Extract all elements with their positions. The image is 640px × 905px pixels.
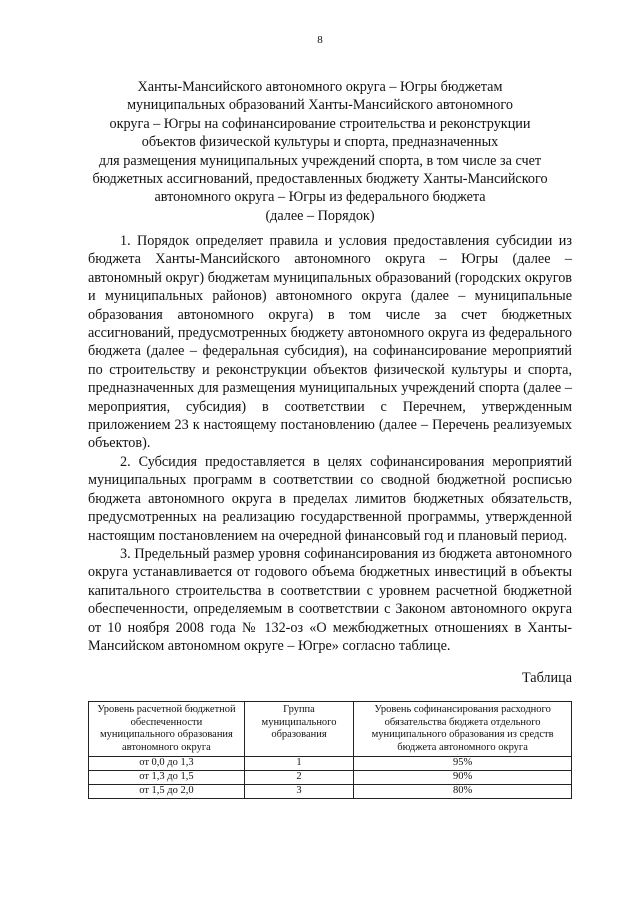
title-line: автономного округа – Югры из федерального бюджета <box>154 189 486 206</box>
table-cell: 1 <box>244 757 353 771</box>
table-row <box>89 771 572 785</box>
page-number: 8 <box>317 34 323 46</box>
table-header-cell: Группа муниципального образования <box>244 702 353 757</box>
paragraph-1: 1. Порядок определяет правила и условия предоставления субсидии из бюджета Ханты-Мансийского автономного округа – Югры (далее – автономный округ) бюджетам муниципальных образований (городских округов и муниципальных районов) автономного округа (далее – муниципальные образования автономного округа) в том числе за счет бюджетных ассигнований, предусмотренных бюджету автономного округа из федерального бюджета (далее – федеральная субсидия), на софинансирование мероприятий по строительству и реконструкции объектов физической культуры и спорта, предназначенных для размещения муниципальных учреждений спорта (далее – мероприятия, субсидия) в соответствии с Перечнем, утвержденным приложением 23 к настоящему постановлению (далее – Перечень реализуемых объектов). <box>88 233 572 452</box>
table-cell: 80% <box>354 785 572 799</box>
table-header-row <box>89 702 572 757</box>
cofinancing-table <box>88 701 572 799</box>
title-line: муниципальных образований Ханты-Мансийского автономного <box>127 97 513 114</box>
document-body <box>88 232 572 655</box>
table-header-cell: Уровень расчетной бюджетной обеспеченности муниципального образования автономного округа <box>89 702 245 757</box>
title-line: для размещения муниципальных учреждений спорта, в том числе за счет <box>98 152 542 169</box>
title-line: объектов физической культуры и спорта, предназначенных <box>141 134 499 151</box>
table-row <box>89 757 572 771</box>
table-cell: 3 <box>244 785 353 799</box>
table-header-cell: Уровень софинансирования расходного обязательства бюджета отдельного муниципального образования из средств бюджета автономного округа <box>354 702 572 757</box>
table-cell: 95% <box>354 757 572 771</box>
table-cell: 2 <box>244 771 353 785</box>
document-title <box>60 78 580 225</box>
title-line: Ханты-Мансийского автономного округа – Югры бюджетам <box>137 79 503 95</box>
table-cell: от 1,3 до 1,5 <box>89 771 245 785</box>
title-line: округа – Югры на софинансирование строительства и реконструкции <box>109 115 531 132</box>
table-cell: от 0,0 до 1,3 <box>89 757 245 771</box>
table-row <box>89 785 572 799</box>
paragraph-3: 3. Предельный размер уровня софинансирования из бюджета автономного округа устанавливается от годового объема бюджетных инвестиций в объекты капитального строительства в соответствии с уровнем расчетной бюджетной обеспеченности, определяемым в соответствии с Законом автономного округа от 10 ноября 2008 года № 132-оз «О межбюджетных отношениях в Ханты-Мансийском автономном округе – Югре» согласно таблице. <box>88 545 572 654</box>
paragraph-2: 2. Субсидия предоставляется в целях софинансирования мероприятий муниципальных программ в соответствии со сводной бюджетной росписью бюджета автономного округа в пределах лимитов бюджетных обязательств, предусмотренных на реализацию государственной программы, утвержденной настоящим постановлением на очередной финансовый год и плановый период. <box>88 453 572 544</box>
table-cell: от 1,5 до 2,0 <box>89 785 245 799</box>
title-line: бюджетных ассигнований, предоставленных бюджету Ханты-Мансийского <box>92 171 548 188</box>
table-caption: Таблица <box>521 670 572 686</box>
table-cell: 90% <box>354 771 572 785</box>
title-line: (далее – Порядок) <box>265 207 375 224</box>
